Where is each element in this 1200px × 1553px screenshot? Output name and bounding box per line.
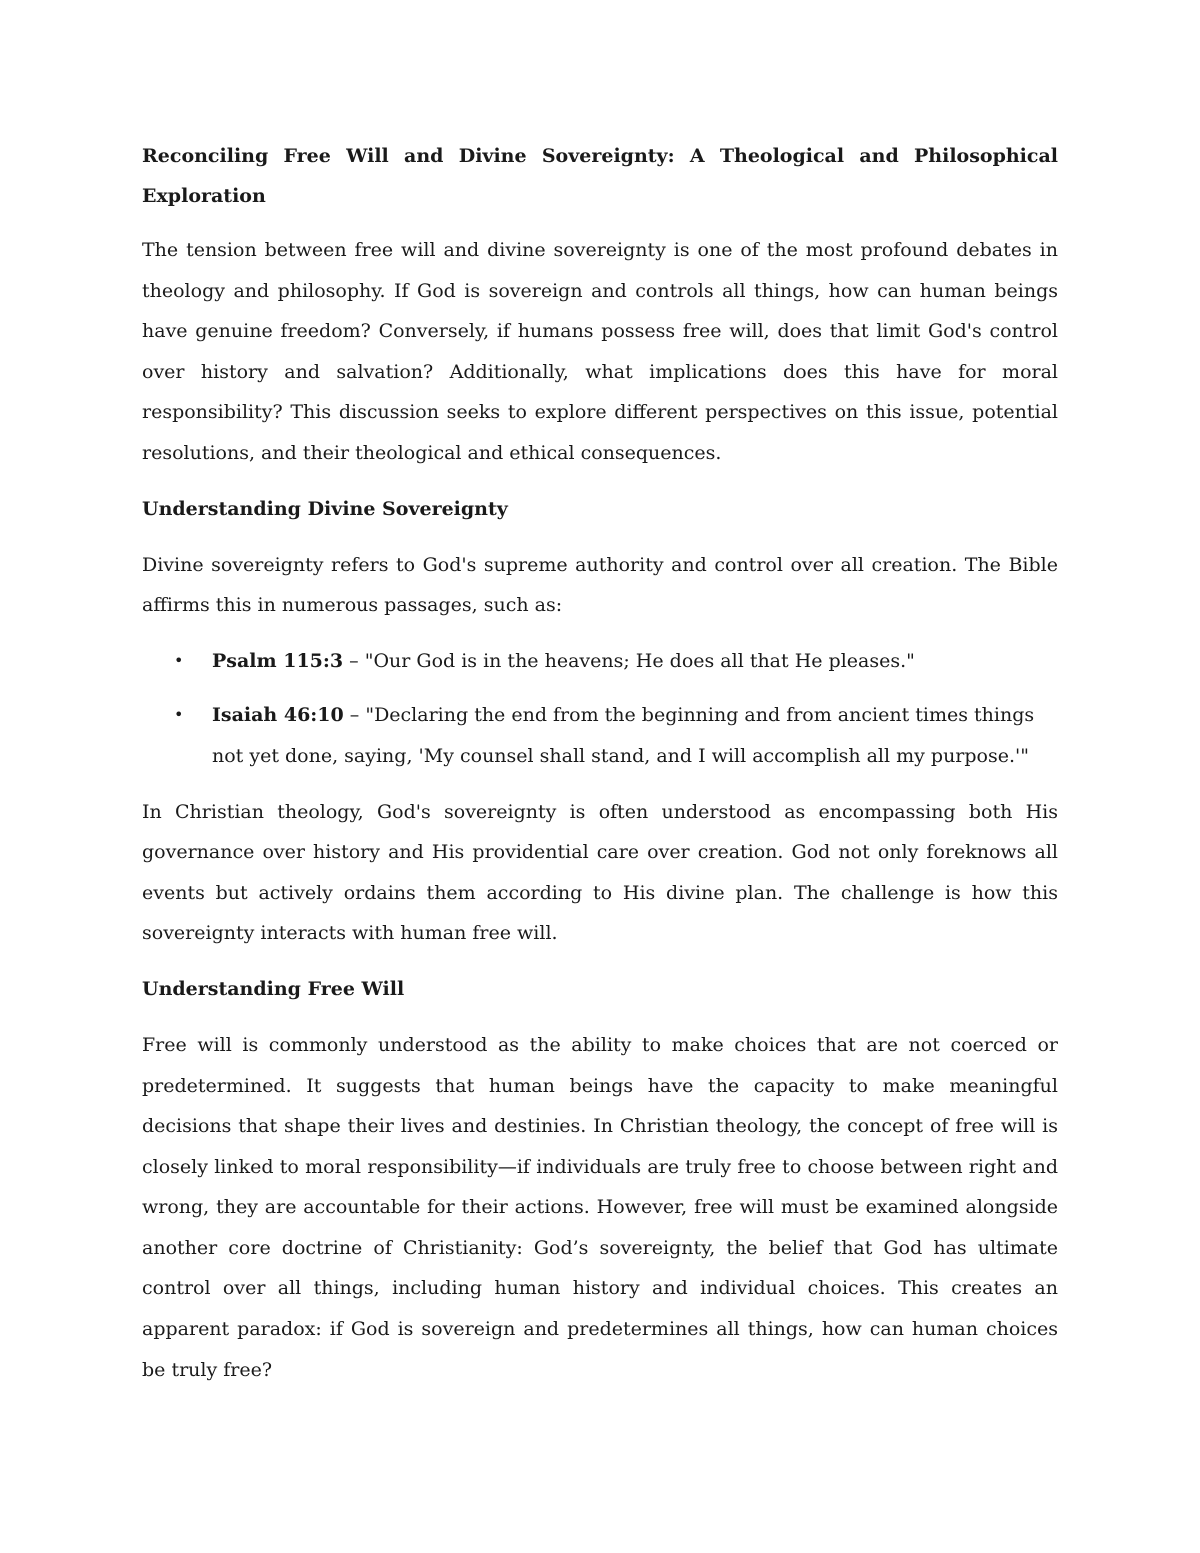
scripture-quote-list [142,641,1058,777]
section-heading-divine-sovereignty: Understanding Divine Sovereignty [142,497,508,520]
bullet-icon: • [174,705,184,725]
scripture-quote-text: – "Declaring the end from the beginning and from ancient times things not yet done, saying, 'My counsel shall stand, and I will accomplish all my purpose.'" [212,704,1035,767]
scripture-quote-text: – "Our God is in the heavens; He does all that He pleases." [343,649,915,672]
free-will-paragraph-1: Free will is commonly understood as the ability to make choices that are not coerced or predetermined. It suggests that human beings have the capacity to make meaningful decisions that shape their lives and destinies. In Christian theology, the concept of free will is closely linked to moral responsibility—if individuals are truly free to choose between right and wrong, they are accountable for their actions. However, free will must be examined alongside another core doctrine of Christianity: God’s sovereignty, the belief that God has ultimate control over all things, including human history and individual choices. This creates an apparent paradox: if God is sovereign and predetermines all things, how can human choices be truly free? [142,1033,1058,1381]
document-title: Reconciling Free Will and Divine Sovereignty: A Theological and Philosophical Exploration [142,145,1058,207]
list-item [142,695,1058,776]
document-page [142,136,1058,1405]
section-heading-free-will: Understanding Free Will [142,977,405,1000]
divine-sovereignty-paragraph-2: In Christian theology, God's sovereignty is often understood as encompassing both His governance over history and His providential care over creation. God not only foreknows all events but actively ordains them according to His divine plan. The challenge is how this sovereignty interacts with human free will. [142,800,1058,945]
scripture-reference: Psalm 115:3 [212,649,344,672]
list-item [142,641,1058,682]
bullet-icon: • [174,650,184,670]
scripture-reference: Isaiah 46:10 [212,704,344,727]
intro-paragraph: The tension between free will and divine sovereignty is one of the most profound debates in theology and philosophy. If God is sovereign and controls all things, how can human beings have genuine freedom? Conversely, if humans possess free will, does that limit God's control over history and salvation? Additionally, what implications does this have for moral responsibility? This discussion seeks to explore different perspectives on this issue, potential resolutions, and their theological and ethical consequences. [142,239,1058,464]
divine-sovereignty-paragraph-1: Divine sovereignty refers to God's supreme authority and control over all creation. The Bible affirms this in numerous passages, such as: [142,553,1058,617]
